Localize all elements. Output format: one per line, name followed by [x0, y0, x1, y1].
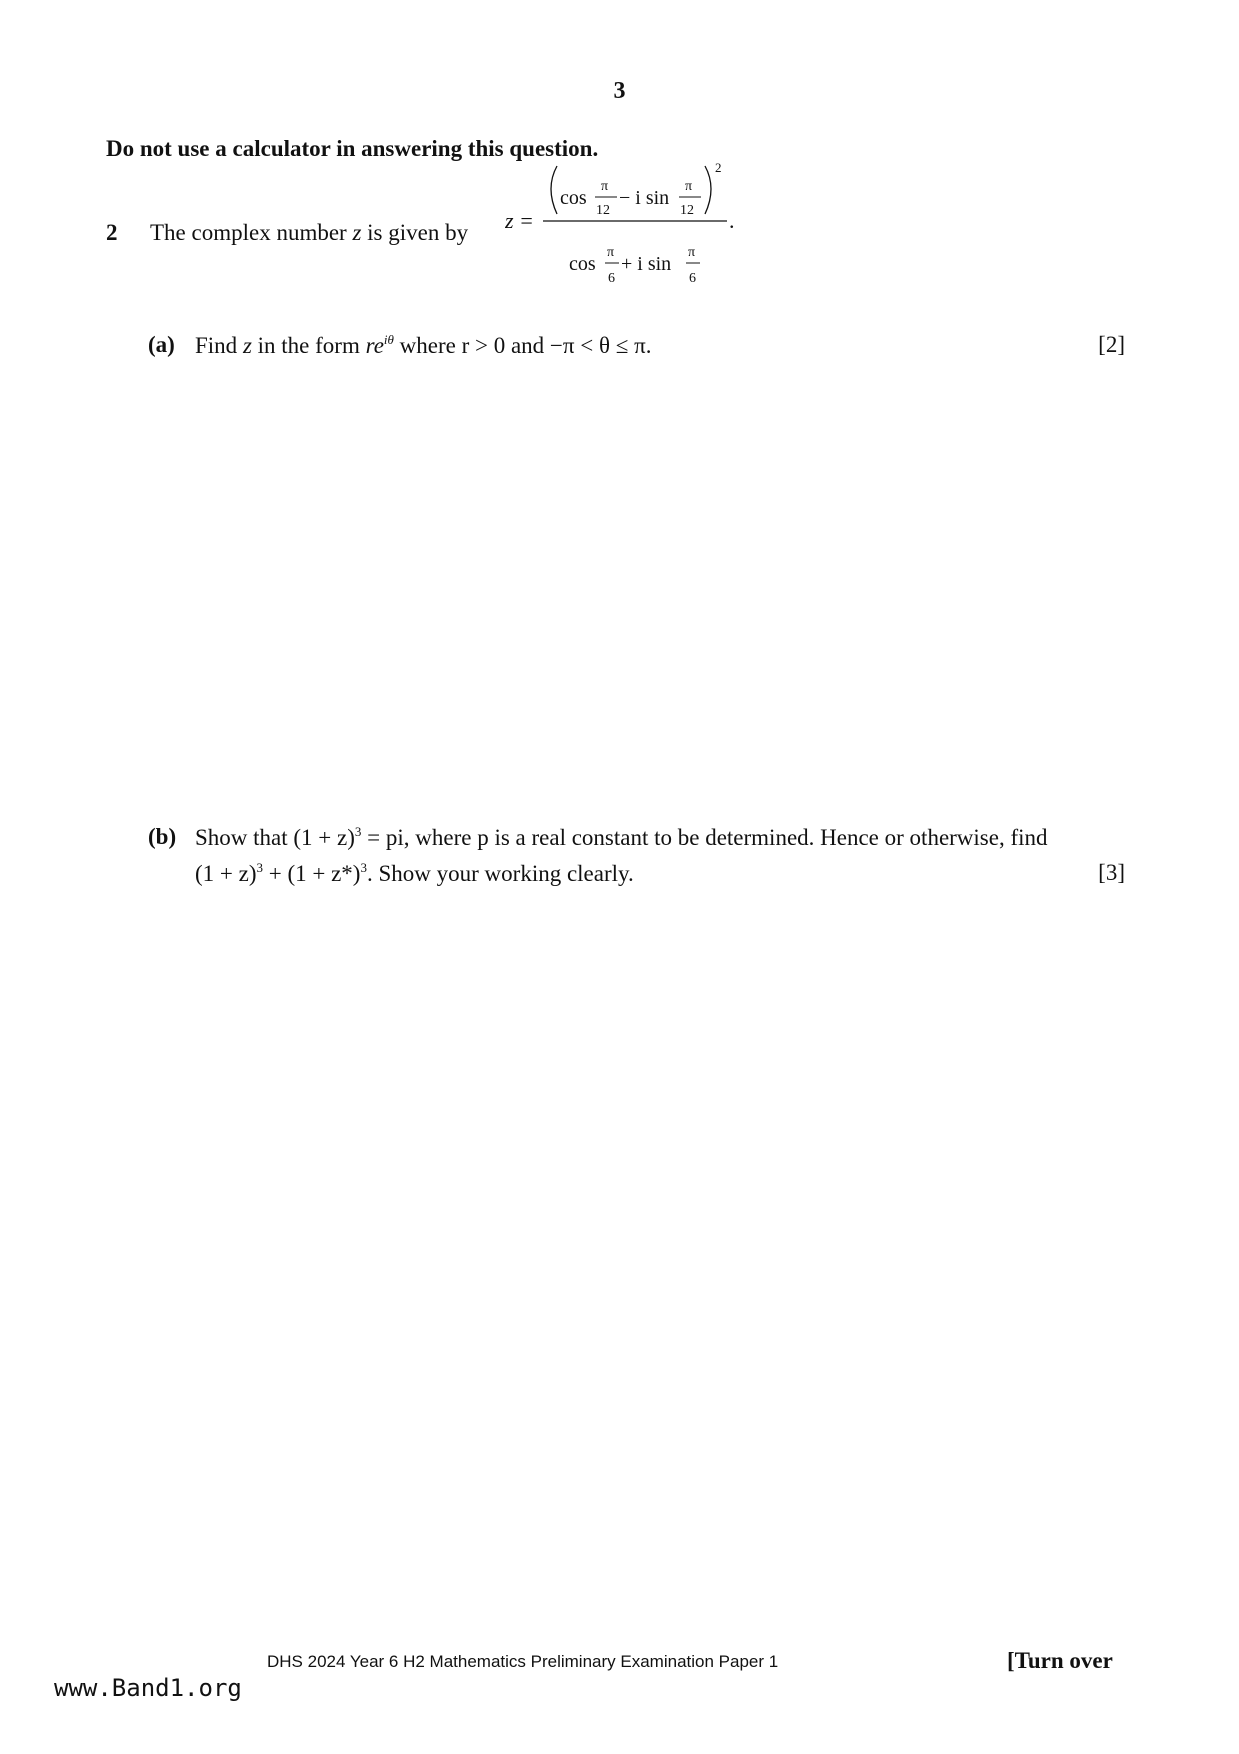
- part-b-line1-post: = pi, where p is a real constant to be determined. Hence or otherwise, find: [361, 825, 1048, 850]
- part-a-label: (a): [148, 332, 175, 357]
- part-a-text: [195, 332, 652, 359]
- part-a-form-sup: iθ: [383, 332, 394, 347]
- num-cos: cos: [560, 187, 587, 209]
- num-pi-2: π: [685, 179, 693, 194]
- stem-tail: is given by: [367, 220, 469, 245]
- den-den-2: 6: [689, 271, 696, 286]
- part-b-line1: [195, 824, 1048, 851]
- equation-period: .: [729, 208, 735, 233]
- part-b-label: (b): [148, 824, 177, 849]
- part-a-pre: Find: [195, 333, 238, 358]
- watermark: www.Band1.org: [54, 1674, 242, 1702]
- stem-text: The complex number: [150, 220, 347, 245]
- left-paren: [551, 166, 557, 214]
- part-a-marks: [2]: [1098, 332, 1125, 357]
- den-pi-1: π: [607, 245, 615, 260]
- num-den-2: 12: [680, 203, 694, 218]
- part-b-line2-a: (1 + z): [195, 861, 257, 886]
- den-den-1: 6: [608, 271, 615, 286]
- part-a-mid: in the form: [257, 333, 360, 358]
- equation-lhs: z =: [505, 208, 534, 233]
- part-b-line2-c: . Show your working clearly.: [366, 861, 634, 886]
- num-minus-isin: − i sin: [619, 187, 670, 209]
- question-number: 2: [106, 220, 118, 245]
- stem-variable: z: [352, 220, 362, 245]
- instruction-text: Do not use a calculator in answering this question.: [106, 136, 599, 161]
- den-cos: cos: [569, 253, 596, 275]
- part-b-line2: [195, 860, 634, 887]
- part-a-form: re: [365, 333, 384, 358]
- footer-text: DHS 2024 Year 6 H2 Mathematics Preliminary Examination Paper 1: [267, 1652, 779, 1671]
- part-b-marks: [3]: [1098, 860, 1125, 885]
- question-stem: [150, 220, 468, 246]
- right-paren: [705, 166, 711, 214]
- num-den-1: 12: [596, 203, 610, 218]
- part-b-line2-b: + (1 + z*): [263, 861, 361, 886]
- part-a-condition: where r > 0 and −π < θ ≤ π.: [399, 333, 652, 358]
- part-b-line1-sup: 3: [354, 824, 362, 839]
- page-number: 3: [613, 78, 626, 104]
- part-b-line2-sup1: 3: [256, 860, 263, 875]
- numerator-power: 2: [715, 160, 722, 175]
- den-plus-isin: + i sin: [621, 253, 672, 275]
- complex-equation: [505, 160, 745, 300]
- part-a-var: z: [242, 333, 252, 358]
- den-pi-2: π: [688, 245, 696, 260]
- turn-over: [Turn over: [1007, 1648, 1113, 1673]
- part-b-line1-pre: Show that (1 + z): [195, 825, 355, 850]
- num-pi-1: π: [601, 179, 609, 194]
- part-b-line2-sup2: 3: [360, 860, 367, 875]
